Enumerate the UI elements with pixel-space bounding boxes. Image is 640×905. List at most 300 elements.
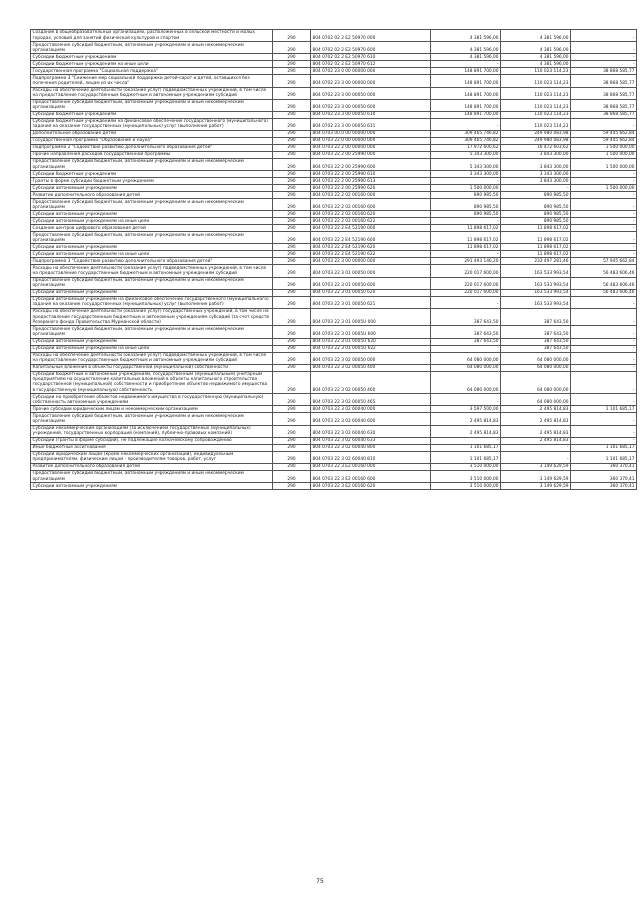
row-name-cell: Предоставление субсидий бюджетным, автономным учреждениям и иным некоммерческим организациям (31, 326, 273, 338)
row-grbs-cell: 290 (273, 437, 311, 444)
row-code-cell: 804 0702 23 0 00 00000 000 (311, 68, 431, 75)
row-approved-cell: 64 080 000,00 (431, 371, 501, 394)
row-approved-cell: 3 510 000,00 (431, 483, 501, 490)
table-row (31, 218, 637, 225)
row-unexecuted-cell: - (571, 394, 637, 406)
row-name-cell: Субсидии автономным учреждениям на иные цели (31, 218, 273, 225)
row-grbs-cell: 290 (273, 338, 311, 345)
row-grbs-cell: 290 (273, 218, 311, 225)
row-executed-cell: 387 643,50 (501, 326, 571, 338)
row-unexecuted-cell: - (571, 437, 637, 444)
table-row (31, 199, 637, 211)
row-unexecuted-cell: 1 500 000,00 (571, 185, 637, 192)
row-executed-cell: 4 381 596,00 (501, 42, 571, 54)
row-name-cell: Субсидии на приобретение объектов недвижимого имущества в государственную (муниципальную) собственность автономным учреждениям (31, 394, 273, 406)
table-row (31, 145, 637, 152)
row-name-cell: Дополнительное образование детей (31, 131, 273, 138)
row-grbs-cell: 290 (273, 138, 311, 145)
row-executed-cell: 3 149 629,59 (501, 463, 571, 470)
table-row (31, 131, 637, 138)
table-row (31, 451, 637, 463)
row-code-cell: 804 0703 22 3 01 00050 000 (311, 265, 431, 277)
row-code-cell: 804 0703 22 2 02 00160 000 (311, 192, 431, 199)
table-row (31, 225, 637, 232)
row-unexecuted-cell: - (571, 178, 637, 185)
row-code-cell: 804 0703 22 2 02 00160 620 (311, 211, 431, 218)
row-executed-cell: 890 985,50 (501, 211, 571, 218)
row-name-cell: Субсидии бюджетным и автономным учреждениям, государственным (муниципальным) унитарным предприятиям на осуществление капитальных вложений в объекты капитального строительства государственной (муниципальной) собственности и приобретение объектов недвижимого имущества в государственную (муниципальную) собственность (31, 371, 273, 394)
budget-table-body (31, 30, 637, 490)
row-unexecuted-cell: 38 868 585,77 (571, 75, 637, 87)
row-grbs-cell: 290 (273, 232, 311, 244)
row-executed-cell: 3 149 629,59 (501, 470, 571, 482)
row-grbs-cell: 290 (273, 61, 311, 68)
table-row (31, 152, 637, 159)
row-name-cell: Иные бюджетные ассигнования (31, 444, 273, 451)
row-unexecuted-cell: - (571, 371, 637, 394)
table-row (31, 338, 637, 345)
row-code-cell: 804 0702 02 2 Е2 50970 610 (311, 54, 431, 61)
table-row (31, 211, 637, 218)
row-code-cell: 804 0703 22 2 Е4 52190 000 (311, 225, 431, 232)
row-approved-cell: 1 101 685,17 (431, 444, 501, 451)
row-code-cell: 804 0703 22 3 02 60040 800 (311, 444, 431, 451)
row-executed-cell: 110 023 114,23 (501, 118, 571, 130)
row-grbs-cell: 290 (273, 451, 311, 463)
row-unexecuted-cell: 1 101 685,17 (571, 444, 637, 451)
table-row (31, 308, 637, 325)
row-code-cell: 804 0703 22 2 00 25990 613 (311, 178, 431, 185)
row-name-cell: Расходы на обеспечение деятельности (оказание услуг) подведомственных учреждений, в том числе на предоставление государственным бюджетным и автономным учреждениям субсидий (31, 352, 273, 364)
table-row (31, 138, 637, 145)
table-row (31, 406, 637, 413)
row-name-cell: Капитальные вложения в объекты государственной (муниципальной) собственности (31, 364, 273, 371)
table-row (31, 171, 637, 178)
row-name-cell: Предоставление субсидий бюджетным, автономным учреждениям и иным некоммерческим организациям (31, 232, 273, 244)
row-executed-cell: 163 533 993,54 (501, 277, 571, 289)
row-code-cell: 804 0703 00 0 00 00000 000 (311, 131, 431, 138)
row-code-cell: 804 0703 22 2 02 00160 600 (311, 199, 431, 211)
row-grbs-cell: 290 (273, 145, 311, 152)
row-grbs-cell: 290 (273, 68, 311, 75)
row-approved-cell: 387 643,50 (431, 308, 501, 325)
row-executed-cell: 387 643,50 (501, 308, 571, 325)
table-row (31, 437, 637, 444)
row-code-cell: 804 0703 22 3 01 0005U 600 (311, 326, 431, 338)
table-row (31, 277, 637, 289)
row-grbs-cell: 290 (273, 75, 311, 87)
row-unexecuted-cell: 1 500 000,00 (571, 145, 637, 152)
table-row (31, 111, 637, 118)
row-executed-cell: 64 080 000,00 (501, 371, 571, 394)
row-approved-cell: 64 080 000,00 (431, 364, 501, 371)
row-code-cell: 804 0703 22 3 01 0005U 620 (311, 338, 431, 345)
row-unexecuted-cell: 360 370,41 (571, 483, 637, 490)
row-executed-cell: 11 898 617,02 (501, 232, 571, 244)
row-executed-cell: 3 343 300,00 (501, 171, 571, 178)
row-unexecuted-cell: - (571, 61, 637, 68)
row-code-cell: 804 0702 02 2 Е2 50970 612 (311, 61, 431, 68)
row-executed-cell: 3 843 300,00 (501, 159, 571, 171)
row-unexecuted-cell: - (571, 338, 637, 345)
row-unexecuted-cell: - (571, 225, 637, 232)
row-executed-cell: 249 980 083,98 (501, 131, 571, 138)
table-row (31, 265, 637, 277)
row-name-cell: Создание центров цифрового образования детей (31, 225, 273, 232)
row-grbs-cell: 290 (273, 152, 311, 159)
table-row (31, 54, 637, 61)
row-unexecuted-cell: - (571, 42, 637, 54)
row-unexecuted-cell: - (571, 199, 637, 211)
row-unexecuted-cell: - (571, 251, 637, 258)
row-unexecuted-cell: - (571, 425, 637, 437)
row-name-cell: Развитие дополнительного образования детей (31, 192, 273, 199)
row-grbs-cell: 290 (273, 87, 311, 99)
row-unexecuted-cell: - (571, 54, 637, 61)
row-grbs-cell: 290 (273, 159, 311, 171)
row-unexecuted-cell: - (571, 232, 637, 244)
row-grbs-cell: 290 (273, 30, 311, 42)
row-unexecuted-cell: - (571, 171, 637, 178)
table-row (31, 61, 637, 68)
row-executed-cell: 387 643,50 (501, 345, 571, 352)
row-code-cell: 804 0703 22 2 00 25990 000 (311, 152, 431, 159)
row-unexecuted-cell: 1 101 685,17 (571, 406, 637, 413)
row-grbs-cell: 290 (273, 413, 311, 425)
row-code-cell: 804 0703 22 3 Е2 00160 000 (311, 463, 431, 470)
row-grbs-cell: 290 (273, 296, 311, 308)
row-grbs-cell: 290 (273, 244, 311, 251)
table-row (31, 232, 637, 244)
table-row (31, 244, 637, 251)
row-code-cell: 804 0703 22 2 00 00000 000 (311, 145, 431, 152)
row-approved-cell: 11 898 617,02 (431, 244, 501, 251)
row-grbs-cell: 290 (273, 258, 311, 265)
row-unexecuted-cell: - (571, 364, 637, 371)
row-approved-cell: 5 343 300,00 (431, 152, 501, 159)
row-approved-cell: 2 495 814,83 (431, 425, 501, 437)
row-unexecuted-cell: - (571, 308, 637, 325)
row-name-cell: Субсидии автономным учреждениям (31, 211, 273, 218)
row-grbs-cell: 290 (273, 470, 311, 482)
row-approved-cell: 3 510 000,00 (431, 463, 501, 470)
row-name-cell: Прочие направления расходов государственной программы (31, 152, 273, 159)
table-row (31, 364, 637, 371)
table-row (31, 75, 637, 87)
row-code-cell: 804 0703 22 2 Е4 52190 600 (311, 232, 431, 244)
row-approved-cell: 3 510 000,00 (431, 470, 501, 482)
row-approved-cell: 4 381 596,00 (431, 42, 501, 54)
row-grbs-cell: 290 (273, 185, 311, 192)
row-executed-cell: 890 985,50 (501, 218, 571, 225)
row-approved-cell: 2 495 814,83 (431, 413, 501, 425)
row-grbs-cell: 290 (273, 192, 311, 199)
row-unexecuted-cell: - (571, 296, 637, 308)
row-unexecuted-cell: - (571, 211, 637, 218)
row-name-cell: Государственная программа "Социальная поддержка" (31, 68, 273, 75)
row-grbs-cell: 290 (273, 463, 311, 470)
row-code-cell: 804 0703 22 2 Е4 52190 622 (311, 251, 431, 258)
table-row (31, 470, 637, 482)
row-code-cell: 804 0703 22 3 01 00050 620 (311, 289, 431, 296)
row-executed-cell: 110 023 114,23 (501, 99, 571, 111)
row-code-cell: 804 0703 22 2 00 25990 600 (311, 159, 431, 171)
row-approved-cell: - (431, 118, 501, 130)
row-executed-cell: 890 985,50 (501, 192, 571, 199)
row-name-cell: Подпрограмма 2 "Содействие развитию дополнительного образования детей" (31, 145, 273, 152)
row-unexecuted-cell: 56 483 606,46 (571, 265, 637, 277)
row-grbs-cell: 290 (273, 251, 311, 258)
row-approved-cell: - (431, 251, 501, 258)
row-grbs-cell: 290 (273, 364, 311, 371)
row-approved-cell: - (431, 178, 501, 185)
row-code-cell: 804 0703 22 3 01 00050 621 (311, 296, 431, 308)
row-name-cell: Субсидии автономным учреждениям на финансовое обеспечение государственного (муниципального) задания на оказание государственных (муниципальных) услуг (выполнение работ) (31, 296, 273, 308)
row-executed-cell: 4 381 596,00 (501, 30, 571, 42)
row-grbs-cell: 290 (273, 42, 311, 54)
row-name-cell: Предоставление субсидий бюджетным, автономным учреждениям и иным некоммерческим организациям (31, 199, 273, 211)
row-name-cell: Расходы на обеспечение деятельности (оказание услуг) государственных учреждений, в том числе на предоставление государственным бюджетным и автономным учреждениям субсидий (за счет средств Резервного фонда Правительства Мурманской области) (31, 308, 273, 325)
row-executed-cell: 64 080 000,00 (501, 394, 571, 406)
row-approved-cell: 220 017 600,00 (431, 289, 501, 296)
row-unexecuted-cell: - (571, 218, 637, 225)
row-name-cell: Расходы на обеспечение деятельности (оказание услуг) подведомственных учреждений, в том числе на предоставление государственным бюджетным и автономным учреждениям субсидий (31, 265, 273, 277)
row-name-cell: Подпрограмма 3 "Содействие развитию дополнительного образования детей" (31, 258, 273, 265)
row-code-cell: 804 0703 22 3 02 60040 630 (311, 425, 431, 437)
row-name-cell: Предоставление субсидий бюджетным, автономным учреждениям и иным некоммерческим организациям (31, 470, 273, 482)
table-row (31, 68, 637, 75)
row-name-cell: Субсидии бюджетным учреждениям на иные цели (31, 61, 273, 68)
row-unexecuted-cell: 59 445 662,84 (571, 138, 637, 145)
row-approved-cell: - (431, 437, 501, 444)
row-unexecuted-cell: - (571, 326, 637, 338)
row-name-cell: Предоставление субсидий бюджетным, автономным учреждениям и иным некоммерческим организациям (31, 99, 273, 111)
row-approved-cell: 148 891 700,00 (431, 75, 501, 87)
row-grbs-cell: 290 (273, 225, 311, 232)
row-executed-cell: 890 985,50 (501, 199, 571, 211)
row-executed-cell: 3 149 629,59 (501, 483, 571, 490)
row-approved-cell: 220 017 600,00 (431, 265, 501, 277)
row-code-cell: 804 0703 22 3 02 00050 000 (311, 352, 431, 364)
row-code-cell: 804 0703 22 3 01 0005U 622 (311, 345, 431, 352)
row-executed-cell: 16 472 603,62 (501, 145, 571, 152)
row-executed-cell: 110 023 114,23 (501, 111, 571, 118)
table-row (31, 178, 637, 185)
row-name-cell: Субсидии бюджетным учреждениям на финансовое обеспечение государственного (муниципального) задания на оказание государственных (муниципальных) услуг (выполнение работ) (31, 118, 273, 130)
row-grbs-cell: 290 (273, 371, 311, 394)
row-code-cell: 804 0703 22 3 02 60040 600 (311, 413, 431, 425)
row-grbs-cell: 290 (273, 483, 311, 490)
row-code-cell: 804 0702 02 2 Е2 50970 600 (311, 42, 431, 54)
row-approved-cell: 3 597 500,00 (431, 406, 501, 413)
row-executed-cell: 64 080 000,00 (501, 352, 571, 364)
row-name-cell: Создание в общеобразовательных организациях, расположенных в сельской местности и малых городах, условий для занятий физической культурой и спортом (31, 30, 273, 42)
row-approved-cell: 3 343 300,00 (431, 171, 501, 178)
row-approved-cell: 220 017 600,00 (431, 277, 501, 289)
table-row (31, 296, 637, 308)
row-unexecuted-cell: 56 483 606,46 (571, 289, 637, 296)
row-code-cell: 804 0703 22 3 02 60040 810 (311, 451, 431, 463)
table-row (31, 87, 637, 99)
row-approved-cell: 1 101 685,17 (431, 451, 501, 463)
row-grbs-cell: 290 (273, 345, 311, 352)
row-code-cell: 804 0703 22 3 02 00050 460 (311, 371, 431, 394)
row-name-cell: Государственная программа "Образование и наука" (31, 138, 273, 145)
row-executed-cell: 2 495 814,83 (501, 406, 571, 413)
row-approved-cell: - (431, 61, 501, 68)
row-executed-cell: 110 023 114,23 (501, 75, 571, 87)
row-grbs-cell: 290 (273, 99, 311, 111)
row-unexecuted-cell: - (571, 118, 637, 130)
row-approved-cell: 387 643,50 (431, 326, 501, 338)
row-unexecuted-cell: 1 500 000,00 (571, 152, 637, 159)
row-code-cell: 804 0703 22 3 02 00050 400 (311, 364, 431, 371)
row-executed-cell: 387 643,50 (501, 338, 571, 345)
row-name-cell: Субсидии автономным учреждениям (31, 185, 273, 192)
row-name-cell: Предоставление субсидий бюджетным, автономным учреждениям и иным некоммерческим организациям (31, 413, 273, 425)
row-grbs-cell: 290 (273, 118, 311, 130)
row-approved-cell: 387 643,50 (431, 338, 501, 345)
row-approved-cell: 64 080 000,00 (431, 352, 501, 364)
row-name-cell: Субсидии автономным учреждениям (31, 289, 273, 296)
row-code-cell: 804 0703 22 2 Е4 52190 620 (311, 244, 431, 251)
table-row (31, 352, 637, 364)
row-approved-cell: 890 985,50 (431, 192, 501, 199)
row-grbs-cell: 290 (273, 178, 311, 185)
row-grbs-cell: 290 (273, 352, 311, 364)
row-unexecuted-cell: 1 500 000,00 (571, 159, 637, 171)
row-code-cell: 804 0702 02 2 Е2 50970 000 (311, 30, 431, 42)
row-unexecuted-cell: 38 868 585,77 (571, 68, 637, 75)
row-approved-cell: 11 898 617,02 (431, 225, 501, 232)
row-executed-cell: - (501, 451, 571, 463)
row-grbs-cell: 290 (273, 394, 311, 406)
table-row (31, 371, 637, 394)
row-name-cell: Субсидии автономным учреждениям на иные цели (31, 345, 273, 352)
row-unexecuted-cell: 360 370,41 (571, 470, 637, 482)
row-grbs-cell: 290 (273, 265, 311, 277)
row-approved-cell: - (431, 296, 501, 308)
row-unexecuted-cell: - (571, 244, 637, 251)
row-name-cell: Субсидии бюджетным учреждениям (31, 54, 273, 61)
row-code-cell: 804 0702 23 3 00 00050 000 (311, 87, 431, 99)
row-executed-cell: 11 898 617,02 (501, 244, 571, 251)
row-grbs-cell: 290 (273, 211, 311, 218)
page-number: 75 (316, 878, 324, 885)
row-name-cell: Предоставление субсидий бюджетным, автономным учреждениям и иным некоммерческим организациям (31, 42, 273, 54)
row-grbs-cell: 290 (273, 111, 311, 118)
table-row (31, 483, 637, 490)
row-unexecuted-cell: 38 868 585,77 (571, 87, 637, 99)
row-code-cell: 804 0703 22 3 Е2 00160 620 (311, 483, 431, 490)
row-unexecuted-cell: - (571, 192, 637, 199)
table-row (31, 192, 637, 199)
row-name-cell: Субсидии (гранты в форме субсидий), не подлежащие казначейскому сопровождению (31, 437, 273, 444)
row-executed-cell: 11 898 617,02 (501, 251, 571, 258)
row-executed-cell: 3 843 300,00 (501, 152, 571, 159)
row-unexecuted-cell: 1 101 685,17 (571, 451, 637, 463)
row-grbs-cell: 290 (273, 199, 311, 211)
row-approved-cell: 890 985,50 (431, 199, 501, 211)
row-executed-cell: - (501, 185, 571, 192)
row-unexecuted-cell: 38 868 585,77 (571, 99, 637, 111)
row-executed-cell: 4 381 596,00 (501, 61, 571, 68)
row-code-cell: 804 0703 22 3 02 00050 465 (311, 394, 431, 406)
row-executed-cell: 4 381 596,00 (501, 54, 571, 61)
row-approved-cell: 291 493 146,20 (431, 258, 501, 265)
row-grbs-cell: 290 (273, 444, 311, 451)
row-executed-cell: 11 898 617,02 (501, 225, 571, 232)
row-approved-cell: 148 891 700,00 (431, 99, 501, 111)
row-unexecuted-cell: 59 445 662,84 (571, 131, 637, 138)
table-row (31, 444, 637, 451)
table-row (31, 289, 637, 296)
row-code-cell: 804 0703 22 3 02 60040 633 (311, 437, 431, 444)
row-code-cell: 804 0703 22 0 00 00000 000 (311, 138, 431, 145)
row-code-cell: 804 0703 22 2 00 25990 610 (311, 171, 431, 178)
row-executed-cell: 2 495 814,83 (501, 437, 571, 444)
row-approved-cell: 148 891 700,00 (431, 68, 501, 75)
row-name-cell: Развитие дополнительного образования детей (31, 463, 273, 470)
row-executed-cell: 163 533 993,54 (501, 296, 571, 308)
row-executed-cell: 2 495 814,83 (501, 413, 571, 425)
row-code-cell: 804 0703 22 2 02 00160 622 (311, 218, 431, 225)
row-executed-cell: 3 843 300,00 (501, 178, 571, 185)
row-executed-cell: 163 533 993,54 (501, 265, 571, 277)
row-approved-cell: 11 898 617,02 (431, 232, 501, 244)
table-row (31, 185, 637, 192)
table-row (31, 394, 637, 406)
row-approved-cell: 17 972 600,62 (431, 145, 501, 152)
table-row (31, 30, 637, 42)
row-name-cell: Субсидии некоммерческим организациям (за исключением государственных (муниципальных) учреждений, государственных корпораций (компаний), публично-правовых компаний) (31, 425, 273, 437)
row-approved-cell: 148 891 700,00 (431, 87, 501, 99)
table-row (31, 326, 637, 338)
budget-table (30, 29, 637, 490)
row-grbs-cell: 290 (273, 326, 311, 338)
row-unexecuted-cell: - (571, 30, 637, 42)
row-unexecuted-cell: 38 868 585,77 (571, 111, 637, 118)
row-approved-cell: - (431, 345, 501, 352)
row-approved-cell: 4 381 596,00 (431, 30, 501, 42)
row-unexecuted-cell: - (571, 413, 637, 425)
row-code-cell: 804 0703 22 3 Е2 00160 600 (311, 470, 431, 482)
row-executed-cell: - (501, 444, 571, 451)
row-unexecuted-cell: - (571, 352, 637, 364)
row-name-cell: Субсидии автономным учреждениям (31, 483, 273, 490)
row-unexecuted-cell: - (571, 345, 637, 352)
table-row (31, 425, 637, 437)
row-name-cell: Гранты в форме субсидии бюджетным учреждениям (31, 178, 273, 185)
row-grbs-cell: 290 (273, 54, 311, 61)
table-row (31, 159, 637, 171)
table-row (31, 345, 637, 352)
row-code-cell: 804 0702 23 3 00 00050 610 (311, 111, 431, 118)
row-unexecuted-cell: 56 483 606,46 (571, 277, 637, 289)
row-grbs-cell: 290 (273, 131, 311, 138)
table-row (31, 258, 637, 265)
row-name-cell: Субсидии бюджетным учреждениям (31, 111, 273, 118)
row-executed-cell: 110 023 114,23 (501, 68, 571, 75)
row-grbs-cell: 290 (273, 171, 311, 178)
row-code-cell: 804 0703 22 2 00 25990 620 (311, 185, 431, 192)
table-row (31, 413, 637, 425)
row-executed-cell: 163 533 993,54 (501, 289, 571, 296)
row-name-cell: Предоставление субсидий бюджетным, автономным учреждениям и иным некоммерческим организациям (31, 277, 273, 289)
row-name-cell: Субсидии автономным учреждениям (31, 244, 273, 251)
row-approved-cell: 1 500 000,00 (431, 185, 501, 192)
row-name-cell: Субсидии автономным учреждениям (31, 338, 273, 345)
